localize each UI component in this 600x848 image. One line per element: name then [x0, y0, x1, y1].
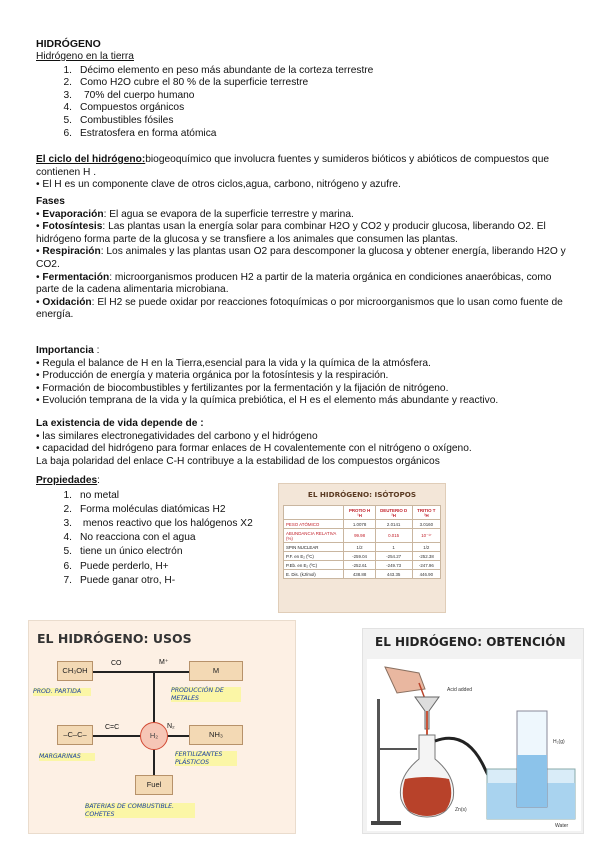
table-row: P.Eb. en E₂ (ºC) -252.61 -249.73 -247.96 [284, 561, 441, 570]
table-row: P.F. en E₂ (ºC) -259.04 -254.27 -252.38 [284, 552, 441, 561]
list-item: 6. Puede perderlo, H+ [63, 560, 169, 572]
usos-title: EL HIDRÓGENO: USOS [37, 631, 192, 646]
list-item: 5. Combustibles fósiles [63, 114, 174, 126]
baterias-label: BATERIAS DE COMBUSTIBLE. COHETES [85, 803, 195, 818]
properties-heading: Propiedades: [36, 475, 100, 486]
importance-item: • Formación de biocombustibles y fertilizantes por la fermentación y la fijación de nitrógeno. [36, 382, 449, 394]
m-plus-label: M⁺ [159, 659, 169, 666]
importance-heading: Importancia : [36, 345, 100, 356]
ch3oh-box: CH₃OH [57, 661, 93, 681]
h2g-label: H₂(g) [553, 739, 565, 745]
life-note: La baja polaridad del enlace C-H contribuye a la estabilidad de los compuestos orgánicos [36, 455, 440, 467]
phase-item: • Fermentación: microorganismos producen H2 a partir de la materia orgánica en condiciones anaeróbicas, como parte de la cadena alimentaria microbiana. [36, 271, 552, 296]
table-row: PESO ATÓMICO 1.0078 2.0141 3.0160 [284, 520, 441, 529]
isotopes-title: EL HIDRÓGENO: ISÓTOPOS [307, 490, 417, 499]
m-box: M [189, 661, 243, 681]
phases-heading: Fases [36, 196, 65, 207]
list-item: 3. menos reactivo que los halógenos X2 [63, 518, 253, 529]
table-row: PROTIO H ¹H DEUTERIO D ²H TRITIO T ³H [284, 506, 441, 520]
obtencion-figure [362, 628, 584, 834]
cycle-bullet: • El H es un componente clave de otros ciclos,agua, carbono, nitrógeno y azufre. [36, 179, 401, 191]
h2-center: H₂ [140, 722, 168, 750]
list-item: 2. Como H2O cubre el 80 % de la superficie terrestre [63, 77, 309, 89]
earth-section [36, 51, 576, 140]
importance-item: • Producción de energía y materia orgánica por la fotosíntesis y la respiración. [36, 370, 389, 382]
table-row: E. Dis. (kJ/mol) 438.88 443.35 446.90 [284, 570, 441, 579]
importance-item: • Regula el balance de H en la Tierra,esencial para la vida y la química de la atmósfera. [36, 357, 431, 369]
cycle-paragraph: El ciclo del hidrógeno:biogeoquímico que involucra fuentes y sumideros bióticos y abióticos de compuestos que contienen H . [36, 154, 550, 178]
acid-added-label: Acid added [447, 687, 473, 693]
prod-partida-label: PROD. PARTIDA [33, 688, 91, 696]
list-item: 5. tiene un único electrón [63, 546, 183, 558]
fertilizantes-label: FERTILIZANTES PLÁSTICOS [175, 751, 237, 766]
list-item: 2. Forma moléculas diatómicas H2 [63, 503, 226, 515]
water-label: Water [555, 823, 569, 829]
cycle-section [36, 154, 576, 192]
life-section [36, 418, 576, 468]
earth-list [54, 65, 576, 141]
produccion-metales-label: PRODUCCIÓN DE METALES [171, 687, 241, 702]
lab-apparatus-drawing [367, 659, 581, 831]
isotopes-figure [278, 483, 446, 613]
phase-item: • Respiración: Los animales y las plantas usan O2 para descomponer la glucosa y obtener energía, liberando H2O y CO2. [36, 246, 566, 270]
life-heading: La existencia de vida depende de : [36, 418, 204, 429]
phase-item: • Oxidación: El H2 se puede oxidar por reacciones fotoquímicas o por microorganismos que lo usan como fuente de energía. [36, 296, 563, 321]
importance-item: • Evolución temprana de la vida y la química prebiótica, el H es el elemento más abundante y reactivo. [36, 395, 499, 407]
arrow-to-ch3oh [89, 671, 155, 673]
nh3-box: NH₃ [189, 725, 243, 745]
life-item: • las similares electronegatividades del carbono y el hidrógeno [36, 430, 318, 442]
margarinas-label: MARGARINAS [39, 753, 95, 761]
list-item: 4. Compuestos orgánicos [63, 102, 185, 114]
life-item: • capacidad del hidrógeno para formar enlaces de H covalentemente con el nitrógeno o oxígeno. [36, 443, 472, 455]
cc-double-label: C=C [105, 724, 120, 731]
zn-label: Zn(s) [455, 807, 467, 813]
page-title: HIDRÓGENO [36, 38, 101, 50]
n2-label: N₂ [167, 723, 175, 730]
usos-figure [28, 620, 296, 834]
isotopes-table [283, 505, 441, 579]
properties-section [36, 475, 276, 588]
properties-list [54, 489, 276, 588]
table-row: ABUNDANCIA RELATIVA (%) 99.98 0.015 10⁻¹⁷ [284, 529, 441, 543]
table-row: SPIN NUCLEAR 1/2 1 1/2 [284, 543, 441, 552]
list-item: 1. no metal [63, 489, 120, 501]
obtencion-title: EL HIDRÓGENO: OBTENCIÓN [375, 635, 566, 649]
co-label: CO [111, 660, 122, 667]
phases-section [36, 196, 576, 322]
cc-single-box: –C–C– [57, 725, 93, 745]
importance-section [36, 345, 576, 408]
lab-apparatus-illustration [367, 659, 581, 831]
list-item: 1. Décimo elemento en peso más abundante de la corteza terrestre [63, 64, 374, 76]
list-item: 7. Puede ganar otro, H- [63, 574, 176, 586]
list-item: 6. Estratosfera en forma atómica [63, 127, 217, 139]
earth-heading: Hidrógeno en la tierra [36, 51, 134, 62]
phase-item: • Fotosíntesis: Las plantas usan la energía solar para combinar H2O y CO2 y producir glucosa, liberando O2. El hidrógeno forma parte de la glucosa y se transfiere a los animales que consumen las plantas. [36, 221, 546, 245]
list-item: 3. 70% del cuerpo humano [63, 89, 195, 101]
phase-item: • Evaporación: El agua se evapora de la superficie terrestre y marina. [36, 208, 354, 220]
fuel-box: Fuel [135, 775, 173, 795]
list-item: 4. No reacciona con el agua [63, 532, 196, 544]
